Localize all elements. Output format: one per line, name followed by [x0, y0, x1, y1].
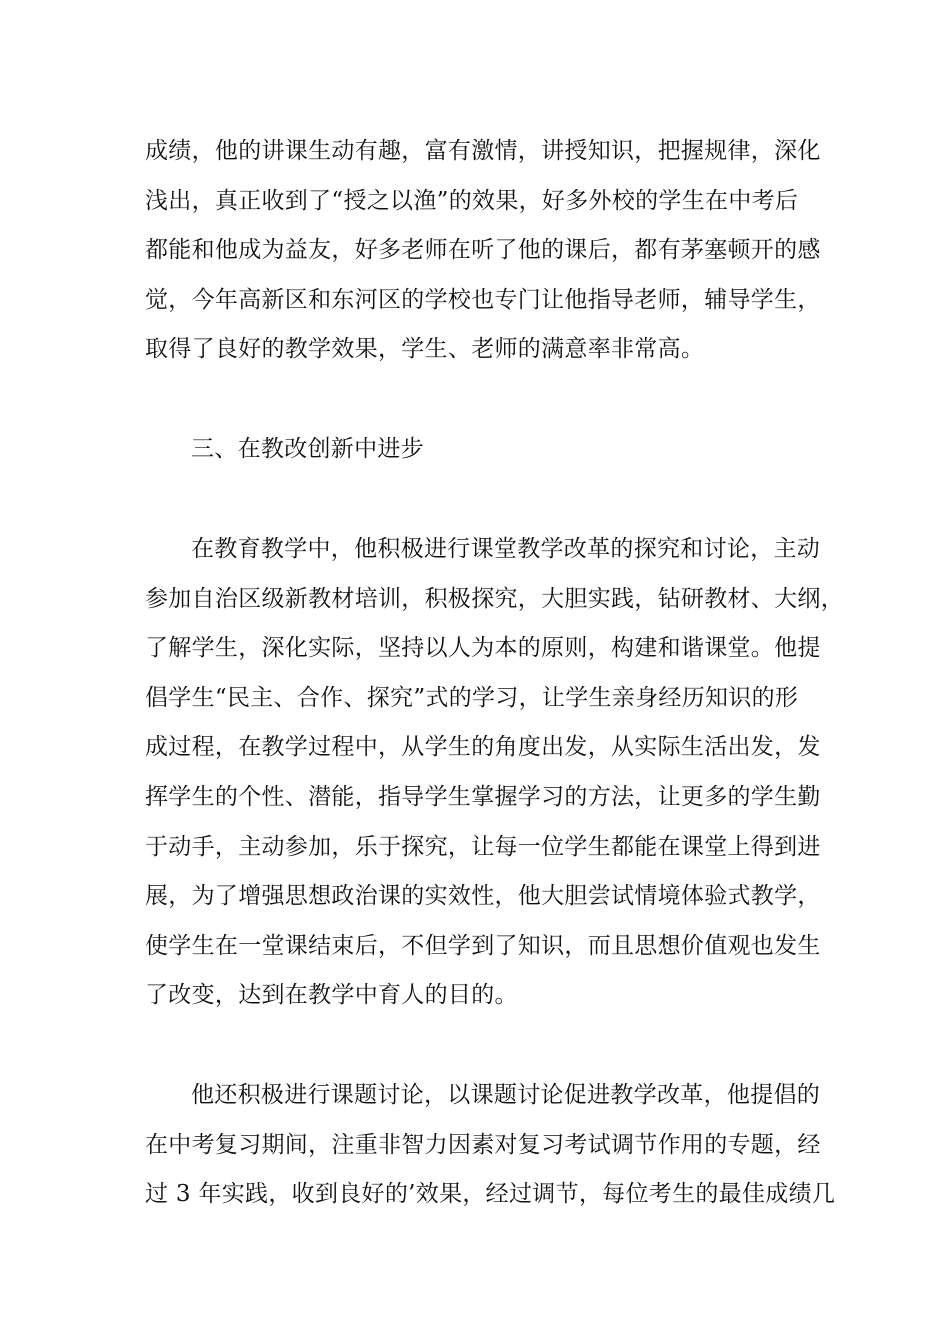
text-line: 他还积极进行课题讨论，以课题讨论促进教学改革，他提倡的: [191, 1082, 821, 1108]
text-line: 挥学生的个性、潜能，指导学生掌握学习的方法，让更多的学生勤: [145, 783, 821, 810]
text-line: 都能和他成为益友，好多老师在听了他的课后，都有茅塞顿开的感: [145, 237, 821, 264]
text-line: 浅出，真正收到了“授之以渔”的效果，好多外校的学生在中考后: [145, 187, 799, 214]
text-line: 过 3 年实践，收到良好的’效果，经过调节，每位考生的最佳成绩几: [145, 1181, 836, 1208]
text-line: 成过程，在教学过程中，从学生的角度出发，从实际生活出发，发: [145, 734, 821, 761]
paragraph-teaching-reform: [145, 525, 844, 1021]
text-line: 了改变，达到在教学中育人的目的。: [145, 982, 518, 1009]
text-line: 成绩，他的讲课生动有趣，富有激情，讲授知识，把握规律，深化: [145, 138, 821, 164]
section-heading-text: 三、在教改创新中进步: [191, 436, 424, 462]
text-line: 参加自治区级新教材培训，积极探究，大胆实践，钻研教材、大纲，: [145, 585, 844, 612]
text-line: 在中考复习期间，注重非智力因素对复习考试调节作用的专题，经: [145, 1131, 821, 1158]
text-line: 觉，今年高新区和东河区的学校也专门让他指导老师，辅导学生，: [145, 286, 821, 313]
paragraph-research-topics: [145, 1071, 836, 1220]
paragraph-teaching-results: [145, 127, 821, 375]
text-line: 展，为了增强思想政治课的实效性，他大胆尝试情境体验式教学，: [145, 883, 821, 910]
text-line: 使学生在一堂课结束后，不但学到了知识，而且思想价值观也发生: [145, 932, 821, 959]
text-line: 了解学生，深化实际，坚持以人为本的原则，构建和谐课堂。他提: [145, 635, 821, 662]
text-line: 于动手，主动参加，乐于探究，让每一位学生都能在课堂上得到进: [145, 833, 821, 860]
text-line: 在教育教学中，他积极进行课堂教学改革的探究和讨论，主动: [191, 536, 821, 562]
section-heading: [145, 425, 810, 475]
text-line: 倡学生“民主、合作、探究”式的学习，让学生亲身经历知识的形: [145, 684, 799, 711]
text-line: 取得了良好的教学效果，学生、老师的满意率非常高。: [145, 336, 705, 363]
